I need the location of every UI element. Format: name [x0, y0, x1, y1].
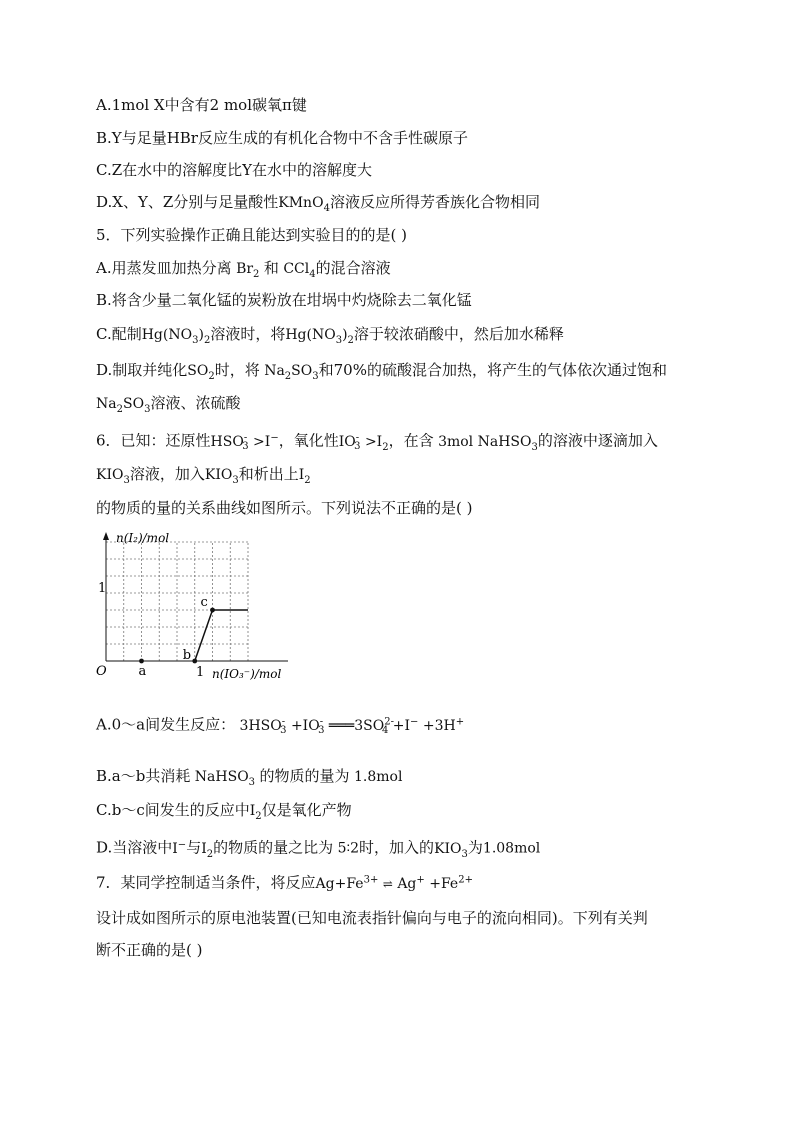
series-line [195, 610, 248, 661]
question-6-cont2: 的物质的量的关系曲线如图所示。下列说法不正确的是( ) [96, 499, 473, 517]
y-axis-label: n(I₂)/mol [116, 531, 170, 545]
q6-option-d: D.当溶液中I−与$I_2$的物质的量之比为 5∶2时，加入的$KIO_3$为1.08mol [96, 838, 541, 860]
point-c [210, 608, 215, 613]
point-label-b: b [182, 648, 192, 663]
q5-option-c: C.配制$Hg(NO_3)_2$溶液时，将$Hg(NO_3)_2$溶于较浓硝酸中，然后加水稀释 [96, 325, 564, 346]
x-tick-label: 1 [196, 665, 205, 680]
y-tick-label: 1 [98, 581, 107, 596]
y-axis-arrow [103, 532, 109, 540]
question-5: 5．下列实验操作正确且能达到实验目的的是( ) [96, 226, 408, 244]
q4-option-a: A.1mol X中含有2 mol碳氧π键 [96, 96, 307, 114]
q6-option-c: C.b～c间发生的反应中$I_2$仅是氧化产物 [96, 801, 352, 822]
point-label-c: c [200, 595, 208, 610]
point-b [192, 659, 197, 664]
question-7-cont: 设计成如图所示的原电池装置(已知电流表指针偏向与电子的流向相同)。下列有关判 [96, 909, 648, 927]
question-7-cont2: 断不正确的是( ) [96, 941, 203, 959]
iodine-chart-svg [92, 528, 292, 688]
q6-option-b: B.a～b共消耗 NaHSO$_3$ 的物质的量为 1.8mol [96, 767, 403, 788]
q6-option-a: A.0～a间发生反应： $3HSO^-_3 +IO^-_3$ $═══3SO^{2-}_4 +I^- +3H^+$ [96, 715, 465, 737]
question-6: 6．已知：还原性$HSO^-_3 >I^-$，氧化性$IO^-_3 >I_2$，在含 3mol NaHSO$_3$的溶液中逐滴加入 [96, 431, 658, 453]
question-6-cont: $KIO_3$溶液，加入$KIO_3$和析出上$I_2$ [96, 465, 311, 486]
q5-option-b: B.将含少量二氧化锰的炭粉放在坩埚中灼烧除去二氧化锰 [96, 291, 472, 309]
origin-label: O [96, 664, 107, 679]
chart-grid [106, 542, 248, 661]
q5-option-a: A.用蒸发皿加热分离 $Br_2$ 和 CCl$_4$的混合溶液 [96, 259, 391, 280]
q5-option-d-cont: $Na_2SO_3$溶液、浓硫酸 [96, 394, 241, 415]
q4-option-b: B.Y与足量HBr反应生成的有机化合物中不含手性碳原子 [96, 129, 468, 147]
q5-option-d: D.制取并纯化$SO_2$时，将 $Na_2SO_3$和70%的硫酸混合加热，将产生的气体依次通过饱和 [96, 361, 667, 382]
question-7: 7．某同学控制适当条件，将反应$Ag+Fe^{3+}$ ⇌ $Ag^+ +Fe^{2+}$ [96, 873, 473, 892]
point-a [139, 659, 144, 664]
x-axis-label: n(IO₃⁻)/mol [212, 667, 282, 681]
point-label-a: a [138, 664, 147, 679]
q4-option-c: C.Z在水中的溶解度比Y在水中的溶解度大 [96, 161, 373, 179]
q4-option-d: D.X、Y、Z分别与足量酸性KMnO$_4$溶液反应所得芳香族化合物相同 [96, 193, 540, 214]
iodine-graph [92, 528, 292, 688]
